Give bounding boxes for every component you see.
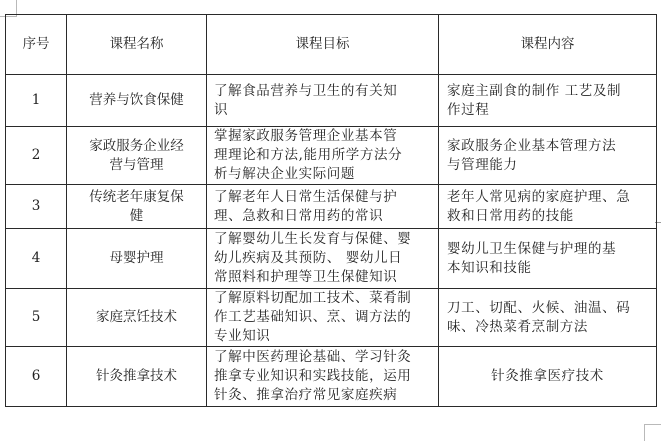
cell-text-line: 家政服务企业基本管理方法 xyxy=(447,137,617,154)
cell-text-line: 传统老年康复保 xyxy=(89,188,184,205)
cell-course-content xyxy=(439,347,657,407)
cell-text-line: 了解婴幼儿生长发育与保健、婴 xyxy=(214,231,412,247)
cell-course-name xyxy=(67,229,207,289)
cell-text-line: 作过程 xyxy=(447,101,490,118)
cell-text-line: 了解中医药理论基础、学习针灸 xyxy=(214,349,412,365)
cell-text-line: 本知识和技能 xyxy=(447,259,532,276)
table-row xyxy=(6,229,657,289)
cell-course-name xyxy=(67,75,207,127)
cell-text: 4 xyxy=(31,250,41,266)
course-table-body xyxy=(6,75,657,407)
cell-text: 5 xyxy=(31,309,41,325)
cell-text-line: 母婴护理 xyxy=(109,250,164,266)
cell-text-line: 掌握家政服务管理企业基本管 xyxy=(214,128,398,144)
table-row xyxy=(6,75,657,127)
cell-text-line: 识 xyxy=(214,101,229,118)
cell-course-goal xyxy=(207,289,439,347)
cell-text-line: 析与解决企业实际问题 xyxy=(214,166,355,182)
header-course-content: 课程内容 xyxy=(439,15,657,75)
cell-text-line: 了解原料切配加工技术、菜肴制 xyxy=(214,290,412,306)
cell-text-line: 针灸推拿医疗技术 xyxy=(491,368,604,384)
cell-text: 6 xyxy=(31,368,41,384)
cell-no xyxy=(6,289,67,347)
table-row xyxy=(6,127,657,185)
header-row xyxy=(6,15,657,75)
cell-course-content xyxy=(439,127,657,185)
cell-text-line: 营养与饮食保健 xyxy=(89,92,184,108)
cell-course-content xyxy=(439,75,657,127)
cell-text-line: 味、冷热菜肴烹制方法 xyxy=(447,318,588,335)
table-row xyxy=(6,289,657,347)
cell-text: 3 xyxy=(31,198,41,214)
cell-no xyxy=(6,347,67,407)
cell-text-line: 专业知识 xyxy=(214,328,271,344)
cell-text-line: 幼儿疾病及其预防、 婴幼儿日 xyxy=(214,250,403,266)
cell-course-name xyxy=(67,127,207,185)
cell-course-goal xyxy=(207,75,439,127)
page-corner-mark-bottom-right xyxy=(644,424,661,441)
cell-text-line: 了解食品营养与卫生的有关知 xyxy=(214,82,398,99)
cell-no xyxy=(6,75,67,127)
table-row xyxy=(6,347,657,407)
cell-text: 2 xyxy=(31,147,41,163)
cell-text-line: 针灸、推拿治疗常见家庭疾病 xyxy=(214,387,398,403)
cell-course-goal xyxy=(207,347,439,407)
cell-text-line: 救和日常用药的技能 xyxy=(447,207,574,224)
cell-text-line: 健 xyxy=(129,207,144,224)
cell-text-line: 婴幼儿卫生保健与护理的基 xyxy=(447,240,617,257)
course-table xyxy=(5,14,657,407)
cell-text-line: 老年人常见病的家庭护理、急 xyxy=(447,188,631,205)
header-course-goal: 课程目标 xyxy=(207,15,439,75)
cell-text-line: 了解老年人日常生活保健与护 xyxy=(214,188,398,205)
cell-course-name xyxy=(67,347,207,407)
cell-course-content xyxy=(439,289,657,347)
cell-no xyxy=(6,229,67,289)
table-row xyxy=(6,185,657,229)
cell-text-line: 理、急救和日常用药的常识 xyxy=(214,207,384,224)
cell-text-line: 针灸推拿技术 xyxy=(96,368,177,384)
cell-course-goal xyxy=(207,185,439,229)
cell-text-line: 营与管理 xyxy=(109,156,164,173)
cell-course-goal xyxy=(207,229,439,289)
cell-text-line: 常照料和护理等卫生保健知识 xyxy=(214,269,398,285)
cell-text-line: 家政服务企业经 xyxy=(89,137,184,154)
cell-text: 1 xyxy=(31,92,41,108)
cell-text-line: 家庭主副食的制作 工艺及制 xyxy=(447,82,622,99)
cell-no xyxy=(6,127,67,185)
cell-course-name xyxy=(67,185,207,229)
cell-course-content xyxy=(439,229,657,289)
cell-text-line: 理理论和方法,能用所学方法分 xyxy=(214,147,403,163)
header-course-name: 课程名称 xyxy=(67,15,207,75)
cell-text-line: 推拿专业知识和实践技能，运用 xyxy=(214,368,412,384)
cell-course-name xyxy=(67,289,207,347)
cell-course-goal xyxy=(207,127,439,185)
cell-text-line: 家庭烹饪技术 xyxy=(96,309,177,325)
header-no: 序号 xyxy=(6,15,67,75)
cell-text-line: 作工艺基础知识、烹、调方法的 xyxy=(214,309,412,325)
cell-no xyxy=(6,185,67,229)
cell-text-line: 与管理能力 xyxy=(447,156,518,173)
cell-course-content xyxy=(439,185,657,229)
cell-text-line: 刀工、切配、火候、油温、码 xyxy=(447,299,631,316)
